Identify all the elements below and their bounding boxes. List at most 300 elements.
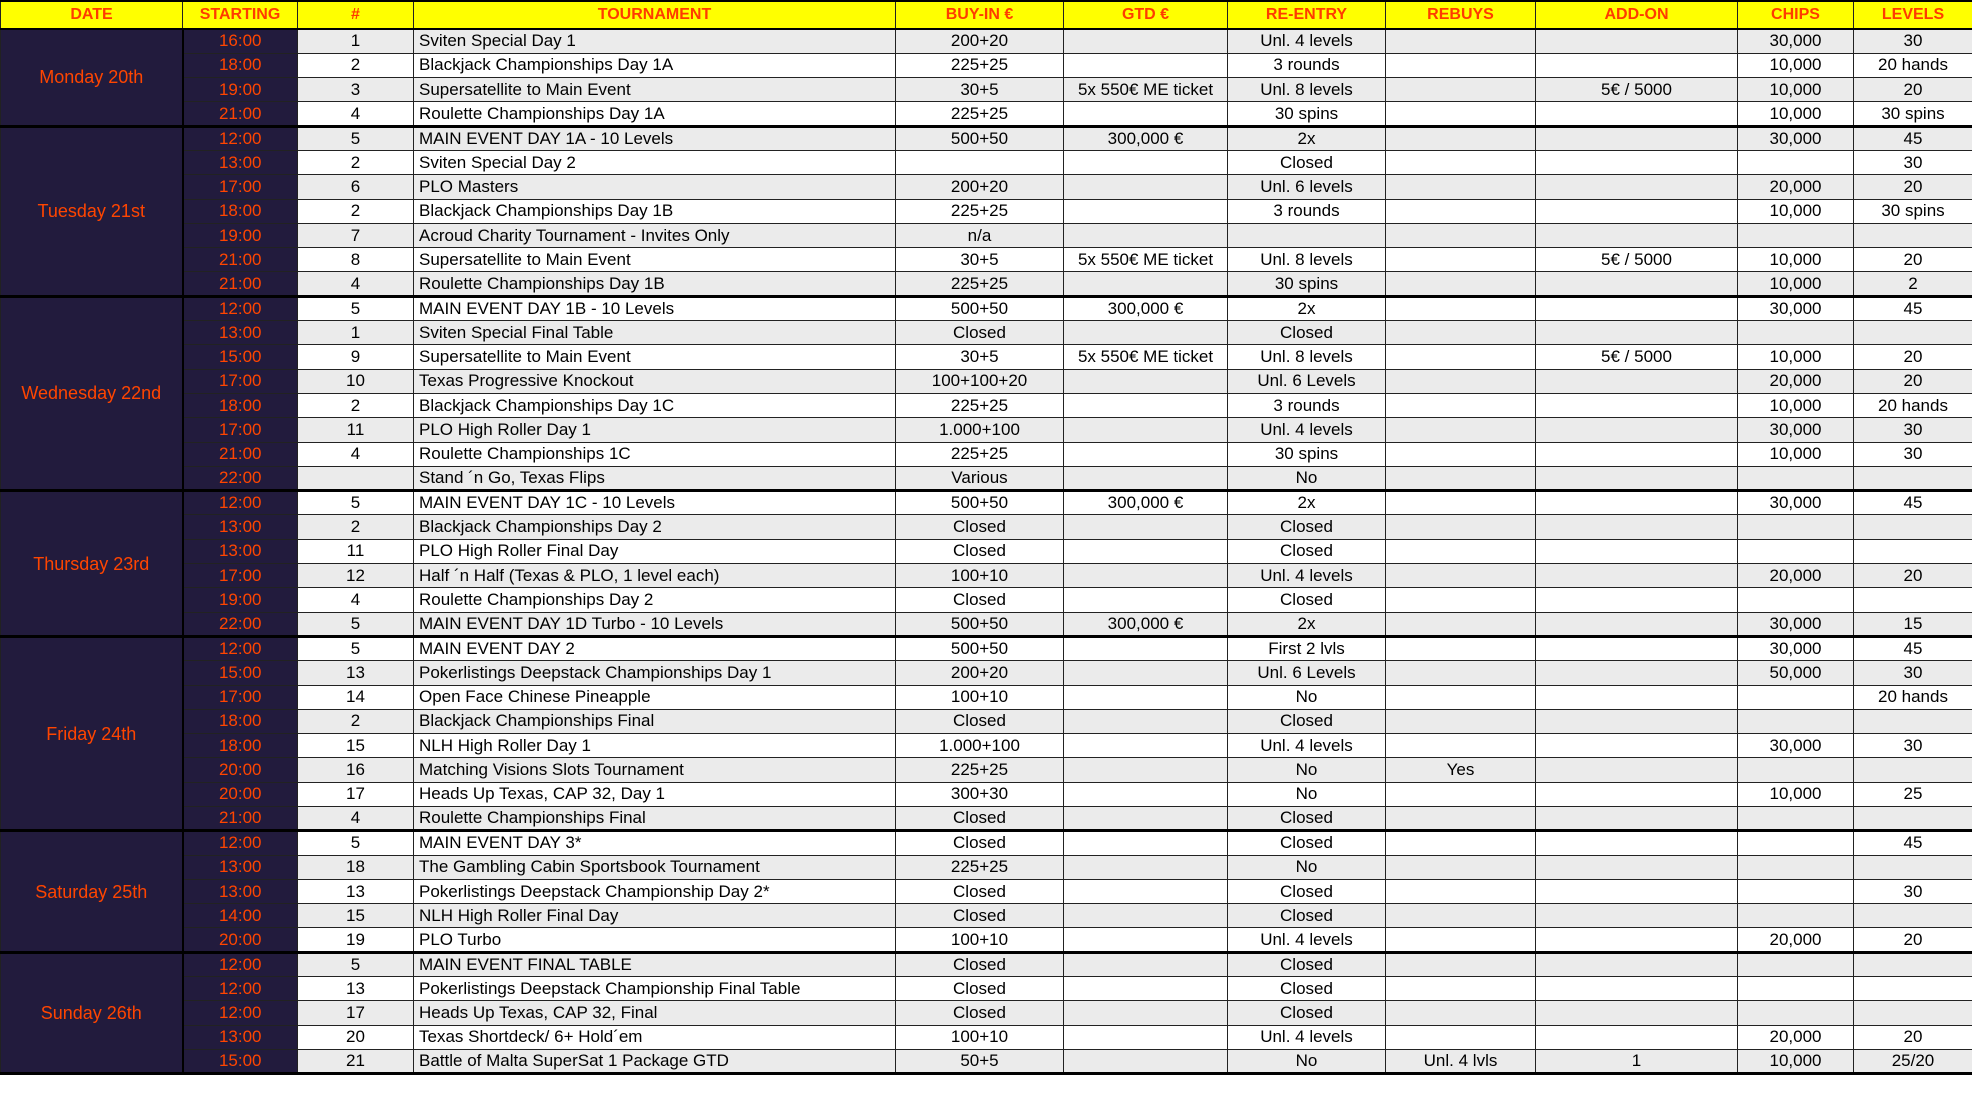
- header-tournament: TOURNAMENT: [414, 1, 896, 29]
- reentry-value: Closed: [1228, 588, 1386, 612]
- table-row: [1, 782, 1972, 806]
- rebuys-value: [1386, 442, 1536, 466]
- table-row: [1, 636, 1972, 660]
- event-number: 4: [298, 102, 414, 126]
- tournament-name: Pokerlistings Deepstack Championship Day 2*: [414, 879, 896, 903]
- header-number: #: [298, 1, 414, 29]
- buyin-value: 225+25: [896, 53, 1064, 77]
- table-row: [1, 491, 1972, 515]
- gtd-value: 300,000 €: [1064, 612, 1228, 636]
- start-time: 12:00: [183, 977, 298, 1001]
- event-number: 2: [298, 515, 414, 539]
- tournament-name: Blackjack Championships Final: [414, 709, 896, 733]
- rebuys-value: [1386, 393, 1536, 417]
- gtd-value: [1064, 977, 1228, 1001]
- addon-value: [1536, 418, 1738, 442]
- table-header: [1, 1, 1972, 29]
- levels-value: 20: [1854, 1025, 1972, 1049]
- event-number: 20: [298, 1025, 414, 1049]
- rebuys-value: [1386, 1001, 1536, 1025]
- chips-value: [1738, 904, 1854, 928]
- gtd-value: [1064, 272, 1228, 296]
- tournament-name: Blackjack Championships Day 1C: [414, 393, 896, 417]
- day-label: Monday 20th: [1, 29, 183, 126]
- chips-value: 20,000: [1738, 564, 1854, 588]
- gtd-value: [1064, 758, 1228, 782]
- table-row: [1, 831, 1972, 855]
- header-reentry: RE-ENTRY: [1228, 1, 1386, 29]
- start-time: 12:00: [183, 1001, 298, 1025]
- buyin-value: Closed: [896, 977, 1064, 1001]
- reentry-value: Unl. 6 Levels: [1228, 661, 1386, 685]
- rebuys-value: [1386, 952, 1536, 976]
- tournament-name: Supersatellite to Main Event: [414, 248, 896, 272]
- addon-value: [1536, 175, 1738, 199]
- addon-value: [1536, 588, 1738, 612]
- chips-value: [1738, 150, 1854, 174]
- table-row: [1, 928, 1972, 952]
- event-number: 17: [298, 1001, 414, 1025]
- levels-value: 20 hands: [1854, 53, 1972, 77]
- table-row: [1, 418, 1972, 442]
- tournament-name: Sviten Special Final Table: [414, 321, 896, 345]
- buyin-value: Closed: [896, 904, 1064, 928]
- gtd-value: [1064, 515, 1228, 539]
- rebuys-value: [1386, 272, 1536, 296]
- reentry-value: Unl. 4 levels: [1228, 29, 1386, 53]
- day-label: Tuesday 21st: [1, 126, 183, 296]
- addon-value: [1536, 1001, 1738, 1025]
- tournament-name: Roulette Championships Day 1B: [414, 272, 896, 296]
- reentry-value: Unl. 4 levels: [1228, 564, 1386, 588]
- table-row: [1, 564, 1972, 588]
- addon-value: [1536, 928, 1738, 952]
- chips-value: [1738, 831, 1854, 855]
- reentry-value: Unl. 6 levels: [1228, 175, 1386, 199]
- addon-value: [1536, 564, 1738, 588]
- addon-value: [1536, 734, 1738, 758]
- levels-value: 30: [1854, 661, 1972, 685]
- buyin-value: 100+10: [896, 1025, 1064, 1049]
- buyin-value: 225+25: [896, 102, 1064, 126]
- buyin-value: Closed: [896, 588, 1064, 612]
- event-number: 2: [298, 709, 414, 733]
- reentry-value: 2x: [1228, 612, 1386, 636]
- event-number: 5: [298, 612, 414, 636]
- chips-value: [1738, 855, 1854, 879]
- addon-value: [1536, 782, 1738, 806]
- chips-value: [1738, 1001, 1854, 1025]
- levels-value: 20: [1854, 564, 1972, 588]
- gtd-value: [1064, 661, 1228, 685]
- gtd-value: [1064, 855, 1228, 879]
- levels-value: 30: [1854, 418, 1972, 442]
- start-time: 21:00: [183, 102, 298, 126]
- buyin-value: 225+25: [896, 758, 1064, 782]
- addon-value: [1536, 539, 1738, 563]
- day-label: Friday 24th: [1, 636, 183, 830]
- start-time: 17:00: [183, 564, 298, 588]
- chips-value: 30,000: [1738, 734, 1854, 758]
- addon-value: [1536, 904, 1738, 928]
- table-row: [1, 661, 1972, 685]
- event-number: 16: [298, 758, 414, 782]
- reentry-value: 2x: [1228, 296, 1386, 320]
- event-number: 13: [298, 661, 414, 685]
- tournament-name: Roulette Championships Final: [414, 807, 896, 831]
- chips-value: 10,000: [1738, 272, 1854, 296]
- gtd-value: [1064, 879, 1228, 903]
- levels-value: 20: [1854, 78, 1972, 102]
- buyin-value: 200+20: [896, 661, 1064, 685]
- start-time: 18:00: [183, 709, 298, 733]
- levels-value: 45: [1854, 126, 1972, 150]
- start-time: 21:00: [183, 442, 298, 466]
- gtd-value: 300,000 €: [1064, 296, 1228, 320]
- gtd-value: [1064, 636, 1228, 660]
- event-number: 5: [298, 491, 414, 515]
- rebuys-value: [1386, 296, 1536, 320]
- rebuys-value: [1386, 807, 1536, 831]
- addon-value: [1536, 952, 1738, 976]
- gtd-value: [1064, 53, 1228, 77]
- reentry-value: No: [1228, 782, 1386, 806]
- levels-value: 30: [1854, 879, 1972, 903]
- buyin-value: 50+5: [896, 1049, 1064, 1073]
- gtd-value: [1064, 223, 1228, 247]
- levels-value: 45: [1854, 491, 1972, 515]
- day-label: Thursday 23rd: [1, 491, 183, 637]
- buyin-value: 500+50: [896, 636, 1064, 660]
- reentry-value: Unl. 6 Levels: [1228, 369, 1386, 393]
- buyin-value: Closed: [896, 807, 1064, 831]
- reentry-value: Closed: [1228, 539, 1386, 563]
- tournament-name: Heads Up Texas, CAP 32, Final: [414, 1001, 896, 1025]
- addon-value: [1536, 709, 1738, 733]
- buyin-value: 225+25: [896, 855, 1064, 879]
- rebuys-value: [1386, 685, 1536, 709]
- table-row: [1, 78, 1972, 102]
- buyin-value: 30+5: [896, 345, 1064, 369]
- start-time: 12:00: [183, 296, 298, 320]
- reentry-value: No: [1228, 855, 1386, 879]
- addon-value: [1536, 758, 1738, 782]
- buyin-value: 300+30: [896, 782, 1064, 806]
- gtd-value: [1064, 466, 1228, 490]
- addon-value: [1536, 855, 1738, 879]
- tournament-name: Half ´n Half (Texas & PLO, 1 level each): [414, 564, 896, 588]
- rebuys-value: [1386, 904, 1536, 928]
- buyin-value: 225+25: [896, 393, 1064, 417]
- chips-value: 20,000: [1738, 928, 1854, 952]
- event-number: 4: [298, 588, 414, 612]
- reentry-value: Closed: [1228, 321, 1386, 345]
- chips-value: [1738, 879, 1854, 903]
- addon-value: [1536, 393, 1738, 417]
- rebuys-value: [1386, 564, 1536, 588]
- tournament-name: Supersatellite to Main Event: [414, 345, 896, 369]
- table-row: [1, 977, 1972, 1001]
- header-addon: ADD-ON: [1536, 1, 1738, 29]
- buyin-value: 500+50: [896, 296, 1064, 320]
- rebuys-value: [1386, 150, 1536, 174]
- rebuys-value: [1386, 199, 1536, 223]
- table-row: [1, 1001, 1972, 1025]
- levels-value: [1854, 807, 1972, 831]
- rebuys-value: [1386, 466, 1536, 490]
- reentry-value: No: [1228, 758, 1386, 782]
- event-number: 1: [298, 321, 414, 345]
- addon-value: [1536, 223, 1738, 247]
- rebuys-value: [1386, 588, 1536, 612]
- rebuys-value: [1386, 734, 1536, 758]
- rebuys-value: [1386, 126, 1536, 150]
- reentry-value: Closed: [1228, 150, 1386, 174]
- gtd-value: [1064, 393, 1228, 417]
- addon-value: [1536, 879, 1738, 903]
- table-row: [1, 102, 1972, 126]
- addon-value: [1536, 831, 1738, 855]
- levels-value: [1854, 977, 1972, 1001]
- addon-value: [1536, 29, 1738, 53]
- gtd-value: [1064, 807, 1228, 831]
- start-time: 16:00: [183, 29, 298, 53]
- chips-value: 30,000: [1738, 636, 1854, 660]
- addon-value: [1536, 199, 1738, 223]
- event-number: 11: [298, 418, 414, 442]
- rebuys-value: [1386, 782, 1536, 806]
- event-number: 2: [298, 199, 414, 223]
- start-time: 12:00: [183, 491, 298, 515]
- start-time: 15:00: [183, 345, 298, 369]
- levels-value: 25: [1854, 782, 1972, 806]
- gtd-value: [1064, 904, 1228, 928]
- levels-value: 45: [1854, 831, 1972, 855]
- chips-value: 30,000: [1738, 418, 1854, 442]
- chips-value: [1738, 685, 1854, 709]
- table-row: [1, 29, 1972, 53]
- reentry-value: 3 rounds: [1228, 393, 1386, 417]
- levels-value: 20 hands: [1854, 393, 1972, 417]
- start-time: 18:00: [183, 393, 298, 417]
- reentry-value: Unl. 8 levels: [1228, 78, 1386, 102]
- chips-value: 10,000: [1738, 78, 1854, 102]
- addon-value: [1536, 612, 1738, 636]
- tournament-name: Texas Progressive Knockout: [414, 369, 896, 393]
- header-levels: LEVELS: [1854, 1, 1972, 29]
- gtd-value: [1064, 1025, 1228, 1049]
- rebuys-value: [1386, 636, 1536, 660]
- rebuys-value: [1386, 491, 1536, 515]
- addon-value: [1536, 126, 1738, 150]
- addon-value: [1536, 53, 1738, 77]
- reentry-value: Closed: [1228, 977, 1386, 1001]
- buyin-value: 225+25: [896, 442, 1064, 466]
- start-time: 13:00: [183, 855, 298, 879]
- buyin-value: Closed: [896, 952, 1064, 976]
- start-time: 12:00: [183, 636, 298, 660]
- tournament-name: MAIN EVENT DAY 1D Turbo - 10 Levels: [414, 612, 896, 636]
- table-row: [1, 515, 1972, 539]
- rebuys-value: [1386, 661, 1536, 685]
- table-row: [1, 709, 1972, 733]
- rebuys-value: [1386, 418, 1536, 442]
- rebuys-value: [1386, 879, 1536, 903]
- buyin-value: Closed: [896, 831, 1064, 855]
- event-number: 1: [298, 29, 414, 53]
- reentry-value: Unl. 4 levels: [1228, 734, 1386, 758]
- gtd-value: [1064, 199, 1228, 223]
- levels-value: 30: [1854, 150, 1972, 174]
- start-time: 13:00: [183, 321, 298, 345]
- tournament-name: Heads Up Texas, CAP 32, Day 1: [414, 782, 896, 806]
- tournament-name: Pokerlistings Deepstack Championship Final Table: [414, 977, 896, 1001]
- event-number: 5: [298, 296, 414, 320]
- reentry-value: Closed: [1228, 831, 1386, 855]
- addon-value: [1536, 150, 1738, 174]
- start-time: 21:00: [183, 272, 298, 296]
- tournament-name: MAIN EVENT DAY 1B - 10 Levels: [414, 296, 896, 320]
- levels-value: 30 spins: [1854, 199, 1972, 223]
- gtd-value: [1064, 564, 1228, 588]
- table-row: [1, 588, 1972, 612]
- start-time: 19:00: [183, 223, 298, 247]
- table-row: [1, 175, 1972, 199]
- levels-value: 20: [1854, 369, 1972, 393]
- buyin-value: Closed: [896, 515, 1064, 539]
- tournament-name: Blackjack Championships Day 1B: [414, 199, 896, 223]
- tournament-name: Texas Shortdeck/ 6+ Hold´em: [414, 1025, 896, 1049]
- tournament-name: Matching Visions Slots Tournament: [414, 758, 896, 782]
- tournament-name: PLO High Roller Day 1: [414, 418, 896, 442]
- chips-value: [1738, 807, 1854, 831]
- levels-value: [1854, 588, 1972, 612]
- buyin-value: 500+50: [896, 612, 1064, 636]
- start-time: 20:00: [183, 782, 298, 806]
- rebuys-value: [1386, 369, 1536, 393]
- gtd-value: [1064, 418, 1228, 442]
- rebuys-value: [1386, 612, 1536, 636]
- reentry-value: Unl. 4 levels: [1228, 418, 1386, 442]
- header-row: [1, 1, 1972, 29]
- addon-value: [1536, 321, 1738, 345]
- start-time: 12:00: [183, 126, 298, 150]
- table-row: [1, 321, 1972, 345]
- table-row: [1, 442, 1972, 466]
- chips-value: 20,000: [1738, 369, 1854, 393]
- rebuys-value: [1386, 223, 1536, 247]
- gtd-value: [1064, 1001, 1228, 1025]
- event-number: 5: [298, 126, 414, 150]
- rebuys-value: [1386, 102, 1536, 126]
- start-time: 12:00: [183, 952, 298, 976]
- levels-value: [1854, 466, 1972, 490]
- gtd-value: [1064, 588, 1228, 612]
- tournament-name: Sviten Special Day 2: [414, 150, 896, 174]
- tournament-name: Blackjack Championships Day 2: [414, 515, 896, 539]
- event-number: 10: [298, 369, 414, 393]
- tournament-name: Sviten Special Day 1: [414, 29, 896, 53]
- day-label: Sunday 26th: [1, 952, 183, 1073]
- tournament-name: NLH High Roller Day 1: [414, 734, 896, 758]
- event-number: 21: [298, 1049, 414, 1073]
- rebuys-value: [1386, 345, 1536, 369]
- gtd-value: 5x 550€ ME ticket: [1064, 345, 1228, 369]
- event-number: 8: [298, 248, 414, 272]
- chips-value: 20,000: [1738, 175, 1854, 199]
- chips-value: 50,000: [1738, 661, 1854, 685]
- rebuys-value: [1386, 515, 1536, 539]
- event-number: 7: [298, 223, 414, 247]
- addon-value: [1536, 491, 1738, 515]
- addon-value: [1536, 661, 1738, 685]
- table-row: [1, 199, 1972, 223]
- gtd-value: [1064, 952, 1228, 976]
- buyin-value: 100+10: [896, 928, 1064, 952]
- table-row: [1, 807, 1972, 831]
- table-row: [1, 539, 1972, 563]
- addon-value: 1: [1536, 1049, 1738, 1073]
- event-number: 6: [298, 175, 414, 199]
- rebuys-value: [1386, 53, 1536, 77]
- table-row: [1, 296, 1972, 320]
- reentry-value: 30 spins: [1228, 102, 1386, 126]
- event-number: 13: [298, 977, 414, 1001]
- start-time: 17:00: [183, 418, 298, 442]
- gtd-value: 300,000 €: [1064, 491, 1228, 515]
- addon-value: [1536, 442, 1738, 466]
- rebuys-value: [1386, 248, 1536, 272]
- rebuys-value: [1386, 539, 1536, 563]
- event-number: [298, 466, 414, 490]
- reentry-value: Closed: [1228, 515, 1386, 539]
- start-time: 17:00: [183, 369, 298, 393]
- table-row: [1, 272, 1972, 296]
- chips-value: 10,000: [1738, 102, 1854, 126]
- event-number: 4: [298, 442, 414, 466]
- buyin-value: [896, 150, 1064, 174]
- table-row: [1, 734, 1972, 758]
- event-number: 5: [298, 636, 414, 660]
- table-row: [1, 758, 1972, 782]
- buyin-value: 30+5: [896, 78, 1064, 102]
- reentry-value: 30 spins: [1228, 442, 1386, 466]
- levels-value: 20: [1854, 175, 1972, 199]
- levels-value: [1854, 223, 1972, 247]
- start-time: 18:00: [183, 734, 298, 758]
- levels-value: 45: [1854, 636, 1972, 660]
- chips-value: 10,000: [1738, 442, 1854, 466]
- gtd-value: [1064, 102, 1228, 126]
- reentry-value: Closed: [1228, 1001, 1386, 1025]
- chips-value: 30,000: [1738, 126, 1854, 150]
- rebuys-value: Unl. 4 lvls: [1386, 1049, 1536, 1073]
- buyin-value: 500+50: [896, 491, 1064, 515]
- rebuys-value: [1386, 709, 1536, 733]
- tournament-name: Roulette Championships 1C: [414, 442, 896, 466]
- addon-value: [1536, 1025, 1738, 1049]
- addon-value: 5€ / 5000: [1536, 345, 1738, 369]
- event-number: 11: [298, 539, 414, 563]
- tournament-name: MAIN EVENT DAY 3*: [414, 831, 896, 855]
- gtd-value: [1064, 29, 1228, 53]
- chips-value: [1738, 539, 1854, 563]
- addon-value: [1536, 272, 1738, 296]
- start-time: 14:00: [183, 904, 298, 928]
- reentry-value: Closed: [1228, 807, 1386, 831]
- levels-value: 30 spins: [1854, 102, 1972, 126]
- table-row: [1, 612, 1972, 636]
